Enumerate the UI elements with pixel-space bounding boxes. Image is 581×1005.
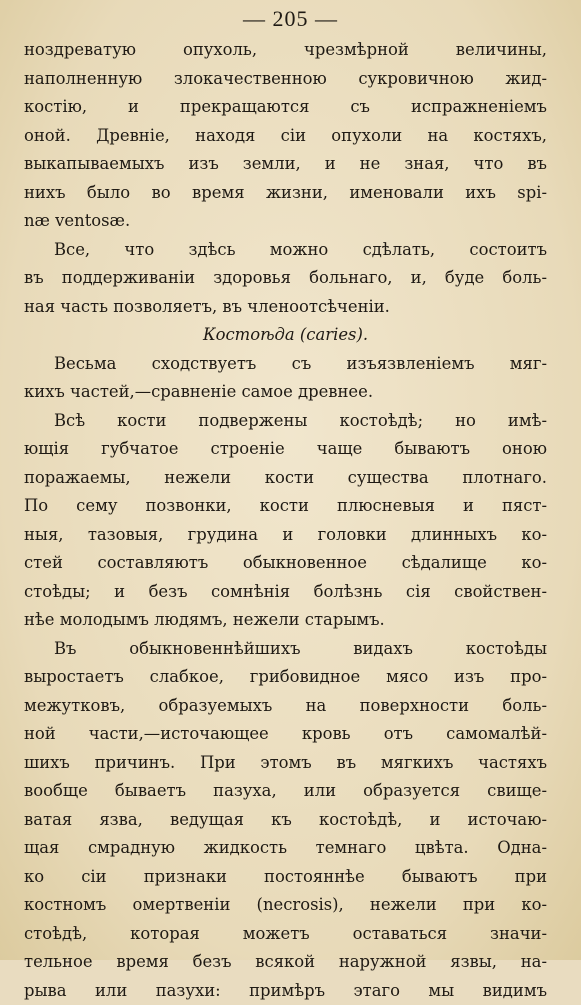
text-line-content: ко сіи признаки постояннѣе бываютъ при — [24, 867, 547, 886]
text-line-content: поражаемы, нежели кости существа плотнаго. — [24, 468, 547, 487]
text-line-content: Все, что здѣсь можно сдѣлать, состоитъ — [54, 240, 547, 259]
text-line-content: ной части,—источающее кровь отъ самомалѣй- — [24, 724, 547, 743]
text-line-content: нѣе молодымъ людямъ, нежели старымъ. — [24, 610, 385, 629]
text-line-content: стоѣдѣ, которая можетъ оставаться значи- — [24, 924, 547, 943]
text-line — [24, 606, 547, 635]
text-line — [24, 891, 547, 920]
text-line-content: ная часть позволяетъ, въ членоотсѣченіи. — [24, 297, 390, 316]
text-line-content: ныя, тазовыя, грудина и головки длинныхъ ко- — [24, 525, 547, 544]
text-line — [24, 806, 547, 835]
text-line — [24, 920, 547, 949]
text-line — [24, 65, 547, 94]
text-line — [24, 93, 547, 122]
text-line-content: Костоѣда (caries). — [203, 325, 368, 344]
text-line-content: оной. Древніе, находя сіи опухоли на костяхъ, — [24, 126, 547, 145]
text-line — [24, 720, 547, 749]
text-line — [24, 150, 547, 179]
text-line — [24, 777, 547, 806]
text-line — [24, 264, 547, 293]
page-number: — 205 — — [0, 6, 581, 32]
text-line — [24, 863, 547, 892]
text-line-content: костномъ омертвеніи (necrosis), нежели при ко- — [24, 895, 547, 914]
text-line-content: кихъ частей,—сравненіе самое древнее. — [24, 382, 373, 401]
text-line — [24, 578, 547, 607]
text-line — [24, 977, 547, 1005]
text-line — [24, 692, 547, 721]
text-line — [24, 293, 547, 322]
text-line-content: стей составляютъ обыкновенное сѣдалище ко- — [24, 553, 547, 572]
text-line-content: щая смрадную жидкость темнаго цвѣта. Одна- — [24, 838, 547, 857]
text-line-content: нихъ было во время жизни, именовали ихъ spi- — [24, 183, 547, 202]
text-line-content: ющія губчатое строеніе чаще бываютъ оною — [24, 439, 547, 458]
text-line-content: наполненную злокачественною сукровичною жид- — [24, 69, 547, 88]
text-line-content: стоѣды; и безъ сомнѣнія болѣзнь сія свойствен- — [24, 582, 547, 601]
text-line — [24, 207, 547, 236]
text-line-content: По сему позвонки, кости плюсневыя и пяст- — [24, 496, 547, 515]
text-line-content: межутковъ, образуемыхъ на поверхности боль- — [24, 696, 547, 715]
text-line-content: рыва или пазухи: примѣръ этаго мы видимъ — [24, 981, 547, 1000]
text-line — [24, 378, 547, 407]
text-line-content: шихъ причинъ. При этомъ въ мягкихъ частяхъ — [24, 753, 547, 772]
text-line — [24, 549, 547, 578]
text-line — [24, 464, 547, 493]
text-line-content: костію, и прекращаются съ испражненіемъ — [24, 97, 547, 116]
text-line-content: Весьма сходствуетъ съ изъязвленіемъ мяг- — [54, 354, 547, 373]
text-line — [24, 834, 547, 863]
text-line — [24, 663, 547, 692]
section-heading — [24, 321, 547, 350]
text-line — [24, 521, 547, 550]
text-line-content: Всѣ кости подвержены костоѣдѣ; но имѣ- — [54, 411, 547, 430]
text-line-content: Въ обыкновеннѣйшихъ видахъ костоѣды — [54, 639, 547, 658]
text-line-content: выростаетъ слабкое, грибовидное мясо изъ про- — [24, 667, 547, 686]
text-line-content: næ ventosæ. — [24, 211, 130, 230]
text-line-content: выкапываемыхъ изъ земли, и не зная, что въ — [24, 154, 547, 173]
text-line-content: тельное время безъ всякой наружной язвы, на- — [24, 952, 547, 971]
text-line — [24, 36, 547, 65]
page-body — [24, 36, 547, 1005]
text-line — [24, 122, 547, 151]
text-line — [24, 179, 547, 208]
text-line-content: ватая язва, ведущая къ костоѣдѣ, и источаю- — [24, 810, 547, 829]
text-line — [24, 492, 547, 521]
text-line-content: ноздреватую опухоль, чрезмѣрной величины, — [24, 40, 547, 59]
text-line — [24, 236, 547, 265]
text-line — [24, 407, 547, 436]
text-line-content: въ поддерживаніи здоровья больнаго, и, буде боль- — [24, 268, 547, 287]
text-line — [24, 948, 547, 977]
text-line — [24, 350, 547, 379]
text-line — [24, 749, 547, 778]
text-line — [24, 435, 547, 464]
text-line-content: вообще бываетъ пазуха, или образуется свище- — [24, 781, 547, 800]
text-line — [24, 635, 547, 664]
